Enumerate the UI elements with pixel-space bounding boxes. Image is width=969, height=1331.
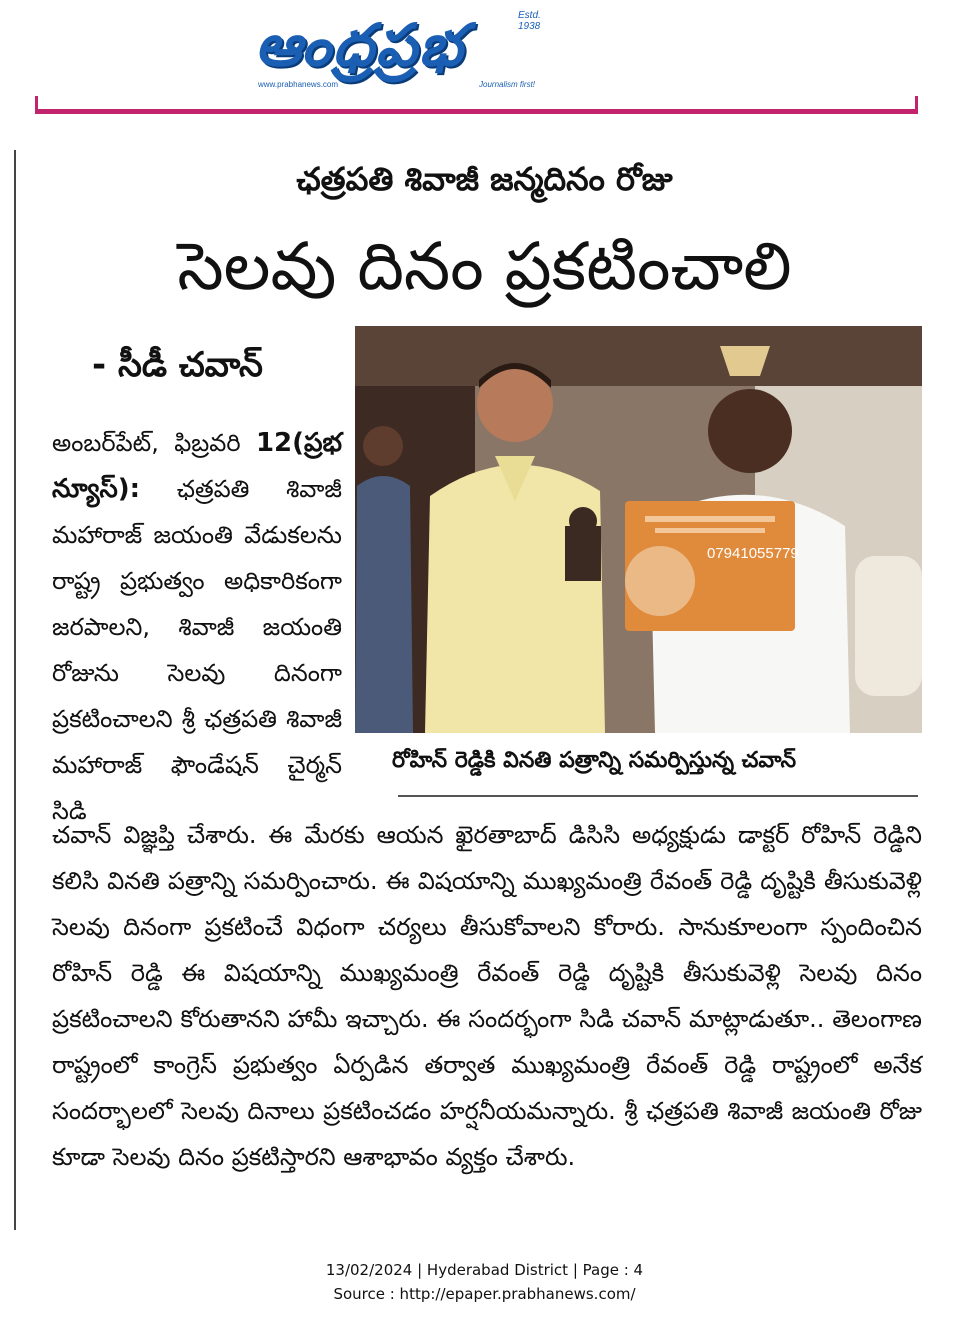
article-body-wide: చవాన్ విజ్ఞప్తి చేశారు. ఈ మేరకు ఆయన ఖైరతాబాద్ డిసిసి అధ్యక్షుడు డాక్టర్ రోహిన్ రెడ్డిని కలిసి వినతి పత్రాన్ని సమర్పించారు. ఈ విషయాన్ని ముఖ్యమంత్రి రేవంత్ రెడ్డి దృష్టికి తీసుకువెళ్లి సెలవు దినంగా ప్రకటించే విధంగా చర్యలు తీసుకోవాలని కోరారు. సానుకూలంగా స్పందించిన రోహిన్ రెడ్డి ఈ విషయాన్ని ముఖ్యమంత్రి రేవంత్ రెడ్డి దృష్టికి తీసుకువెళ్లి సెలవు దినం ప్రకటించాలని కోరుతానని హామీ ఇచ్చారు. ఈ సందర్భంగా సిడి చవాన్ మాట్లాడుతూ.. తెలంగాణ రాష్ట్రంలో కాంగ్రెస్ ప్రభుత్వం ఏర్పడిన తర్వాత ముఖ్యమంత్రి రేవంత్ రెడ్డి రాష్ట్రంలో అనేక సందర్భాలలో సెలవు దినాలు ప్రకటించడం హర్షనీయమన్నారు. శ్రీ ఛత్రపతి శివాజీ జయంతి రోజు కూడా సెలవు దినం ప్రకటిస్తారని ఆశాభావం వ్యక్తం చేశారు. — [52, 821, 922, 1171]
news-photo — [355, 326, 922, 733]
masthead-rule-right — [915, 96, 918, 114]
newspaper-logo — [255, 10, 555, 90]
established-year: Estd. 1938 — [518, 10, 541, 32]
tagline: Journalism first! — [479, 80, 536, 89]
caption-rule — [398, 795, 918, 797]
footer-date-page: 13/02/2024 | Hyderabad District | Page : 4 — [325, 1261, 644, 1279]
dateline-source: 12(ప్రభ న్యూస్): — [52, 428, 342, 504]
masthead-rule — [35, 109, 918, 114]
kicker: ఛత్రపతి శివాజీ జన్మదినం రోజు — [296, 160, 673, 198]
body-paragraph-1: ఛత్రపతి శివాజీ మహారాజ్ జయంతి వేడుకలను రాష్ట్ర ప్రభుత్వం అధికారికంగా జరపాలని, శివాజీ జయంతి రోజును సెలవు దినంగా ప్రకటించాలని శ్రీ ఛత్రపతి శివాజీ మహారాజ్ ఫౌండేషన్ చైర్మన్ సిడి — [52, 475, 342, 825]
footer-source: Source : http://epaper.prabhanews.com/ — [333, 1285, 636, 1303]
headline: సెలవు దినం ప్రకటించాలి — [177, 228, 792, 305]
column-rule — [14, 150, 16, 1230]
masthead — [0, 0, 969, 110]
article-body-narrow — [52, 420, 342, 834]
logo-wordmark: ఆంధ్రప్రభ — [255, 11, 465, 79]
website-label: www.prabhanews.com — [258, 80, 339, 89]
dateline-place: అంబర్‌పేట్, ఫిబ్రవరి — [52, 429, 241, 457]
photo-illustration — [355, 326, 922, 733]
byline: - సీడీ చవాన్ — [92, 345, 263, 385]
page-footer — [0, 1258, 969, 1306]
card-phone: 07941055779 — [707, 545, 799, 562]
photo-caption: రోహిన్ రెడ్డికి వినతి పత్రాన్ని సమర్పిస్తున్న చవాన్ — [392, 748, 797, 773]
